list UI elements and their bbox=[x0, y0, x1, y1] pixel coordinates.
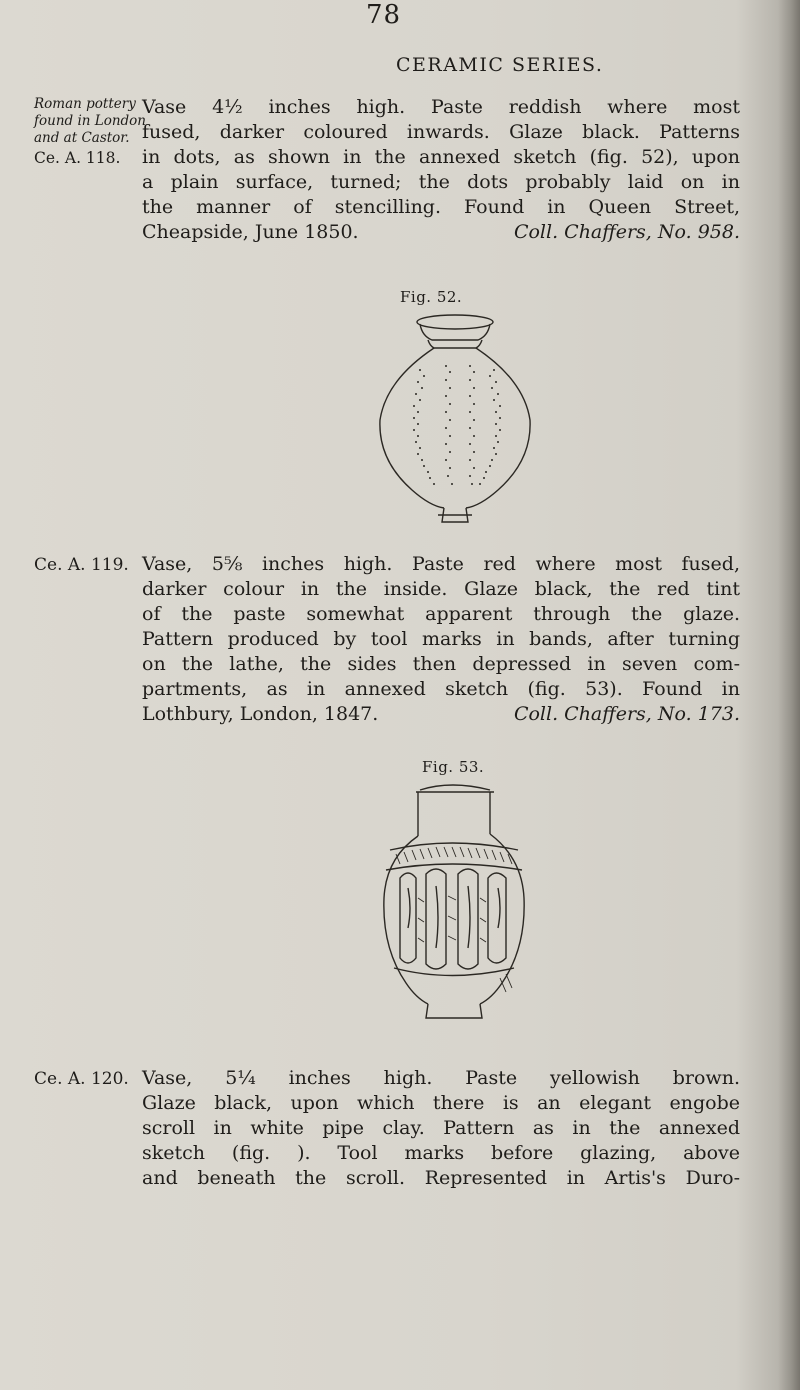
text-line: fused, darker coloured inwards. Glaze black. Patterns bbox=[142, 121, 740, 143]
text-line: sketch (fig. ). Tool marks before glazing, above bbox=[142, 1142, 740, 1164]
page-edge-shadow bbox=[778, 0, 800, 1390]
text-line: Vase, 5¼ inches high. Paste yellowish brown. bbox=[142, 1067, 740, 1089]
text-line: and beneath the scroll. Represented in Artis's Duro- bbox=[142, 1167, 740, 1189]
margin-note-118 bbox=[34, 96, 147, 167]
find-location: Lothbury, London, 1847. bbox=[142, 703, 379, 725]
text-line-last bbox=[142, 702, 740, 727]
running-head: CERAMIC SERIES. bbox=[396, 54, 604, 76]
figure-53-vase-sketch bbox=[356, 778, 546, 1028]
text-line: in dots, as shown in the annexed sketch (fig. 52), upon bbox=[142, 146, 740, 168]
figure-53-caption: Fig. 53. bbox=[422, 758, 485, 776]
margin-note-line: found in London bbox=[34, 113, 147, 129]
margin-note-line: and at Castor. bbox=[34, 130, 130, 146]
text-line: darker colour in the inside. Glaze black, the red tint bbox=[142, 578, 740, 600]
entry-119-paragraph bbox=[142, 552, 740, 727]
entry-120-paragraph bbox=[142, 1066, 740, 1191]
margin-note-line: Roman pottery bbox=[34, 96, 136, 112]
text-line: on the lathe, the sides then depressed in seven com- bbox=[142, 653, 740, 675]
text-line: scroll in white pipe clay. Pattern as in the annexed bbox=[142, 1117, 740, 1139]
catalogue-ref-120: Ce. A. 120. bbox=[34, 1069, 129, 1089]
figure-52-vase-sketch bbox=[360, 310, 550, 530]
text-line: Vase 4½ inches high. Paste reddish where most bbox=[142, 96, 740, 118]
collection-ref: Coll. Chaffers, No. 958. bbox=[513, 221, 740, 243]
text-line: of the paste somewhat apparent through the glaze. bbox=[142, 603, 740, 625]
text-line: partments, as in annexed sketch (fig. 53). Found in bbox=[142, 678, 740, 700]
text-line: Pattern produced by tool marks in bands, after turning bbox=[142, 628, 740, 650]
collection-ref: Coll. Chaffers, No. 173. bbox=[513, 703, 740, 725]
text-line: Vase, 5⅝ inches high. Paste red where most fused, bbox=[142, 553, 740, 575]
text-line-last bbox=[142, 220, 740, 245]
text-line: a plain surface, turned; the dots probably laid on in bbox=[142, 171, 740, 193]
page-number: 78 bbox=[366, 0, 402, 30]
text-line: Glaze black, upon which there is an elegant engobe bbox=[142, 1092, 740, 1114]
text-line: the manner of stencilling. Found in Queen Street, bbox=[142, 196, 740, 218]
catalogue-ref-119: Ce. A. 119. bbox=[34, 555, 129, 575]
find-location: Cheapside, June 1850. bbox=[142, 221, 359, 243]
entry-118-paragraph bbox=[142, 95, 740, 245]
catalogue-ref-118: Ce. A. 118. bbox=[34, 149, 121, 167]
figure-52-caption: Fig. 52. bbox=[400, 288, 463, 306]
